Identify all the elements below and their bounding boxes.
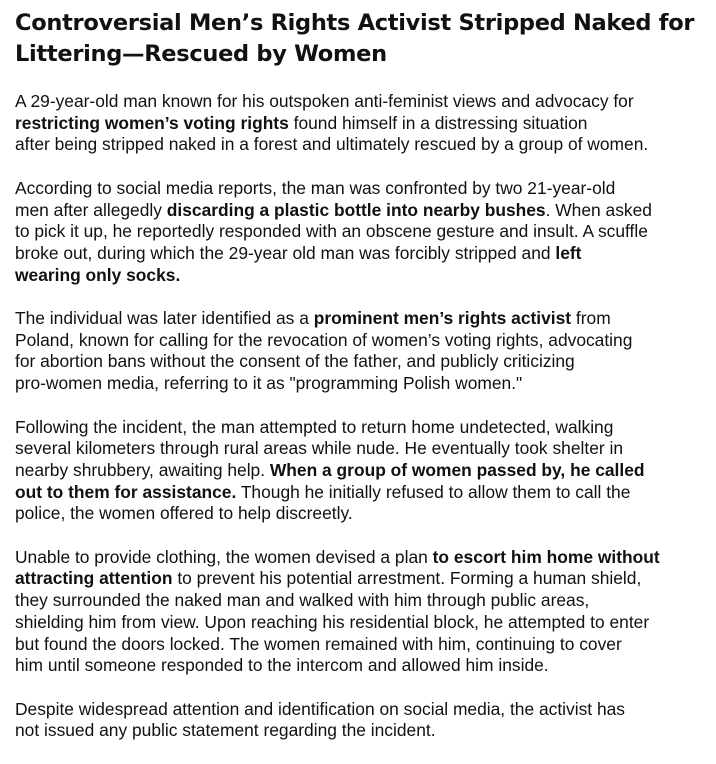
paragraph-text: Despite widespread attention and identification on social media, the activist has not issued any public statement regarding the incident. — [15, 698, 625, 741]
paragraph-text: Following the incident, the man attempted to return home undetected, walking several kilometers through rural areas while nude. He eventually took shelter in nearby shrubbery, awaiting help. — [15, 416, 624, 480]
article — [15, 8, 709, 764]
paragraph-text: to prevent his potential arrestment. Forming a human shield, they surrounded the naked man and walked with him through public areas, shielding him from view. Upon reaching his residential block, he attempted to enter but found the doors locked. The women remained with him, continuing to cover him until someone responded to the intercom and allowed him inside. — [15, 568, 650, 676]
paragraph-bold-text: to escort him home without attracting attention — [15, 546, 660, 589]
article-headline: Controversial Men’s Rights Activist Stripped Naked for Littering—Rescued by Women — [15, 10, 695, 67]
article-paragraph-3 — [15, 308, 709, 395]
article-paragraph-2 — [15, 178, 709, 287]
paragraph-bold-text: discarding a plastic bottle into nearby bushes — [166, 199, 546, 220]
paragraph-text: Though he initially refused to allow them to call the police, the women offered to help discreetly. — [15, 481, 631, 524]
paragraph-text: According to social media reports, the man was confronted by two 21-year-old men after allegedly — [15, 177, 616, 220]
paragraph-bold-text: restricting women’s voting rights — [15, 112, 289, 133]
paragraph-bold-text: left wearing only socks. — [15, 242, 582, 285]
article-paragraph-1 — [15, 91, 709, 156]
paragraph-text: . When asked to pick it up, he reportedly responded with an obscene gesture and insult. A scuffle broke out, during which the 29-year old man was forcibly stripped and — [15, 199, 652, 263]
article-paragraph-6 — [15, 699, 709, 742]
paragraph-text: from Poland, known for calling for the revocation of women’s voting rights, advocating for abortion bans without the consent of the father, and publicly criticizing pro-women media, referring to it as "programming Polish women." — [15, 308, 633, 394]
paragraph-bold-text: When a group of women passed by, he called out to them for assistance. — [15, 459, 645, 502]
paragraph-text: A 29-year-old man known for his outspoken anti-feminist views and advocacy for — [15, 91, 634, 111]
paragraph-text: found himself in a distressing situation after being stripped naked in a forest and ultimately rescued by a group of women. — [15, 112, 649, 155]
paragraph-text: Unable to provide clothing, the women devised a plan — [15, 546, 433, 567]
article-paragraph-5 — [15, 547, 709, 677]
article-paragraph-4 — [15, 417, 709, 526]
paragraph-text: The individual was later identified as a — [15, 308, 314, 328]
paragraph-bold-text: prominent men’s rights activist — [313, 308, 572, 328]
